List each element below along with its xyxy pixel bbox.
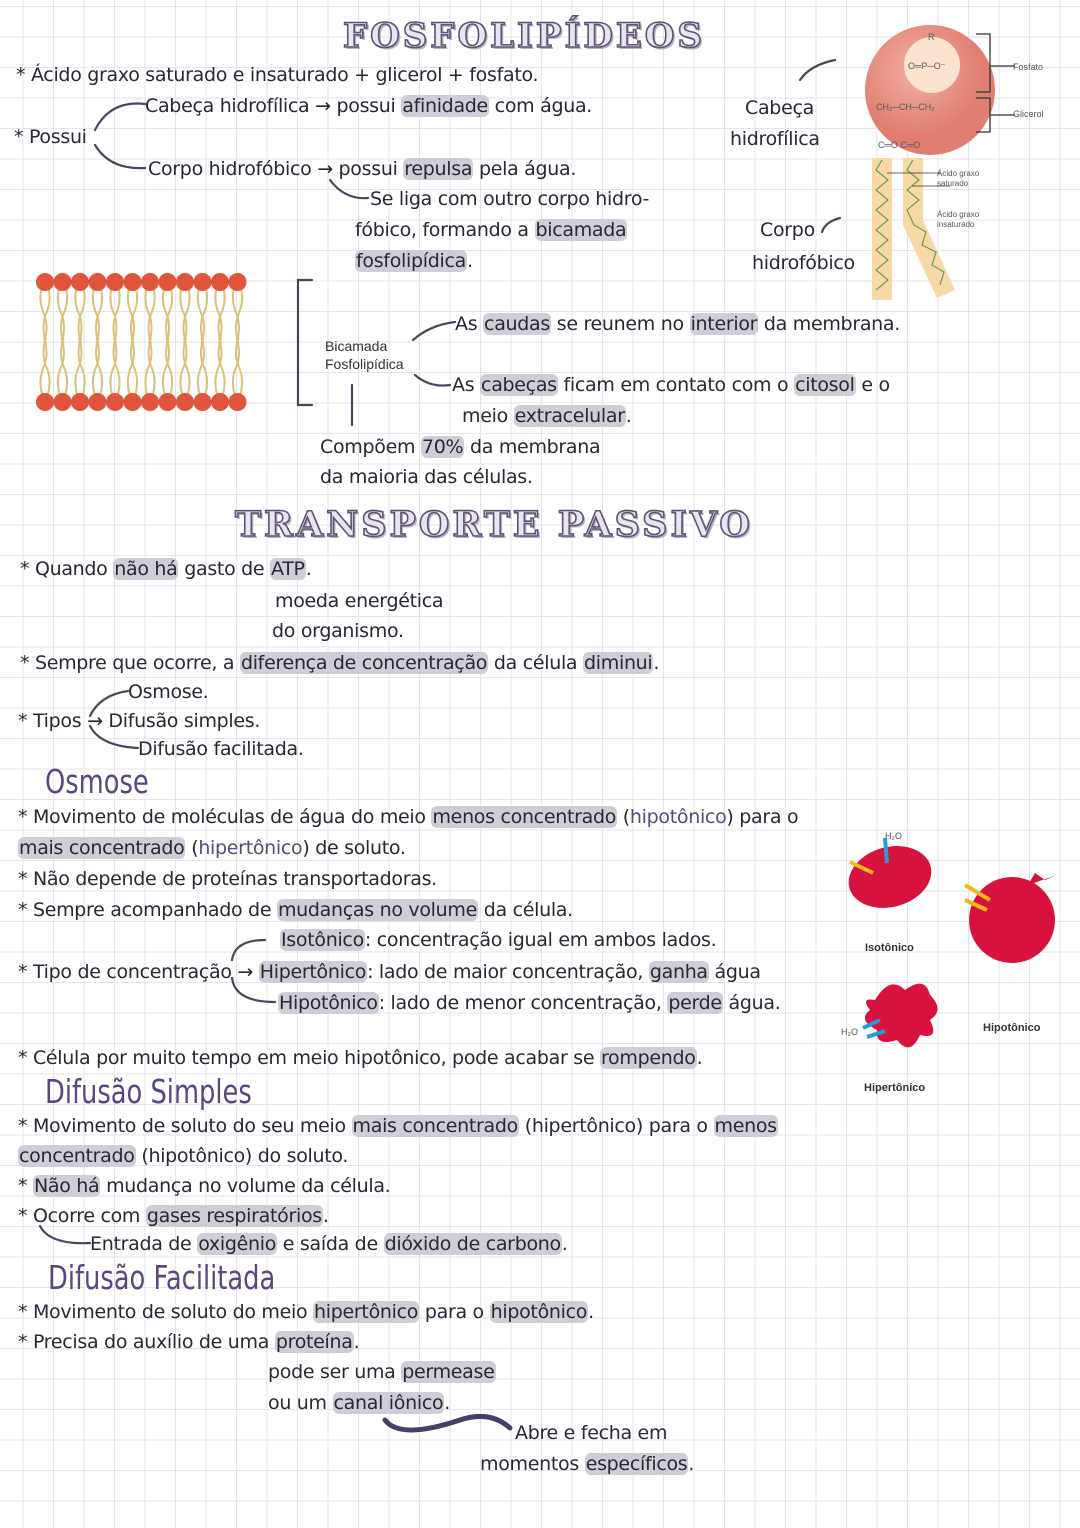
highlighted-text: Hipotônico xyxy=(279,992,378,1014)
highlighted-text: perde xyxy=(668,992,722,1014)
text: . xyxy=(588,1301,594,1323)
text: da membrana xyxy=(464,436,601,458)
formula-r: R xyxy=(928,32,935,42)
text: ficam em contato com o xyxy=(557,374,795,396)
text: água xyxy=(708,961,761,983)
text: mudança no volume da célula. xyxy=(100,1175,391,1197)
text: . xyxy=(322,1205,329,1227)
lipid-head xyxy=(106,273,124,291)
lipid-head xyxy=(176,393,194,411)
text: * Possui xyxy=(14,126,87,148)
text: da célula. xyxy=(477,899,573,921)
text: As xyxy=(455,313,484,335)
highlighted-text: interior xyxy=(690,313,758,335)
text: * Célula por muito tempo em meio hipotônico, pode acabar se xyxy=(18,1047,600,1069)
text: moeda energética xyxy=(275,590,444,612)
text: * Tipos → Difusão simples. xyxy=(18,710,261,732)
highlighted-text: repulsa xyxy=(404,158,473,180)
lipid-head xyxy=(194,393,212,411)
text: * xyxy=(18,1175,33,1197)
text: . xyxy=(653,652,660,674)
text: Abre e fecha em xyxy=(515,1422,668,1444)
lipid-head xyxy=(71,273,89,291)
text: meio xyxy=(462,405,514,427)
highlighted-text: fosfolipídica xyxy=(356,250,466,272)
text: para o xyxy=(419,1301,490,1323)
text: * Movimento de soluto do meio xyxy=(18,1301,314,1323)
text: Cabeça hidrofílica → possui xyxy=(145,95,402,117)
highlighted-text: mudanças no volume xyxy=(277,899,477,921)
highlighted-text: permease xyxy=(402,1361,495,1383)
lipid-head xyxy=(211,273,229,291)
highlighted-text: cabeças xyxy=(481,374,557,396)
heading-osmose: Osmose xyxy=(45,762,149,801)
text: . xyxy=(688,1453,695,1475)
lipid-head xyxy=(229,273,247,291)
text: * Precisa do auxílio de uma xyxy=(18,1331,275,1353)
highlighted-text: Não há xyxy=(33,1175,100,1197)
label-hipertonico: Hipertônico xyxy=(864,1082,926,1094)
phospholipid-illustration xyxy=(840,20,1080,300)
text: * Movimento de moléculas de água do meio xyxy=(18,806,432,828)
text: * Não depende de proteínas transportadoras. xyxy=(18,868,437,890)
lipid-head xyxy=(141,393,159,411)
text: * Tipo de concentração → xyxy=(18,961,259,983)
title-transporte-passivo: TRANSPORTE PASSIVO xyxy=(235,504,753,545)
lipid-head xyxy=(106,393,124,411)
text: * Ácido graxo saturado e insaturado + glicerol + fosfato. xyxy=(16,64,539,86)
label-fosfato: Fosfato xyxy=(1013,62,1044,72)
highlighted-text: hipotônico xyxy=(490,1301,588,1323)
accent-text: hipotônico xyxy=(629,806,727,828)
label-glicerol: Glicerol xyxy=(1013,109,1044,119)
highlighted-text: afinidade xyxy=(402,95,488,117)
heading-difusao-facilitada: Difusão Facilitada xyxy=(48,1258,276,1297)
text: * Sempre que ocorre, a xyxy=(20,652,240,674)
text: . xyxy=(561,1233,568,1255)
highlighted-text: oxigênio xyxy=(198,1233,277,1255)
text: fóbico, formando a xyxy=(355,219,535,241)
highlighted-text: citosol xyxy=(795,374,855,396)
text: ( xyxy=(617,806,630,828)
hypotonic-cell xyxy=(969,877,1055,963)
text: As xyxy=(452,374,481,396)
lipid-head xyxy=(141,273,159,291)
bilayer-illustration xyxy=(33,264,258,419)
formula-carbonyl: C═O C═O xyxy=(878,140,921,150)
highlighted-text: diferença de concentração xyxy=(240,652,488,674)
text: Corpo hidrofóbico → possui xyxy=(148,158,404,180)
hypertonic-cell xyxy=(865,984,938,1048)
text: Osmose. xyxy=(128,681,209,703)
highlighted-text: ganha xyxy=(649,961,708,983)
lipid-head xyxy=(89,273,107,291)
text: : lado de maior concentração, xyxy=(367,961,649,983)
highlighted-text: específicos xyxy=(585,1453,688,1475)
text: da membrana. xyxy=(758,313,901,335)
bilayer-label-2: Fosfolipídica xyxy=(325,356,404,372)
highlighted-text: Hipertônico xyxy=(259,961,367,983)
lipid-head xyxy=(54,393,72,411)
highlighted-text: menos xyxy=(714,1115,777,1137)
highlighted-text: não há xyxy=(114,558,178,580)
highlighted-text: canal iônico xyxy=(333,1392,444,1414)
lipid-head xyxy=(159,273,177,291)
text: se reunem no xyxy=(550,313,690,335)
highlighted-text: rompendo xyxy=(600,1047,696,1069)
text: (hipotônico) do soluto. xyxy=(135,1145,349,1167)
label-insaturado-2: insaturado xyxy=(937,220,975,229)
formula-glycerol: CH₂─CH─CH₂ xyxy=(876,102,935,112)
title-fosfolipideos: FOSFOLIPÍDEOS xyxy=(343,16,705,56)
text: e o xyxy=(855,374,890,396)
label-hipotonico: Hipotônico xyxy=(983,1022,1041,1034)
highlighted-text: mais concentrado xyxy=(352,1115,518,1137)
water-label: H₂O xyxy=(841,1027,858,1037)
highlighted-text: Isotônico xyxy=(281,929,364,951)
text: : lado de menor concentração, xyxy=(378,992,668,1014)
highlighted-text: bicamada xyxy=(535,219,627,241)
text: * Movimento de soluto do seu meio xyxy=(18,1115,352,1137)
text: Difusão facilitada. xyxy=(138,738,304,760)
highlighted-text: proteína xyxy=(275,1331,353,1353)
highlighted-text: ATP xyxy=(271,558,305,580)
isotonic-cell xyxy=(842,837,939,917)
text: (hipertônico) para o xyxy=(518,1115,714,1137)
label-isotonico: Isotônico xyxy=(865,942,914,954)
lipid-head xyxy=(211,393,229,411)
text: . xyxy=(444,1392,451,1414)
text: momentos xyxy=(480,1453,585,1475)
text: Compõem xyxy=(320,436,421,458)
text: Entrada de xyxy=(90,1233,198,1255)
lipid-head xyxy=(176,273,194,291)
text: pode ser uma xyxy=(268,1361,402,1383)
lipid-head xyxy=(54,273,72,291)
highlighted-text: dióxido de carbono xyxy=(384,1233,561,1255)
lipid-head xyxy=(89,393,107,411)
text: . xyxy=(305,558,312,580)
water-label: H₂O xyxy=(885,831,902,841)
text: * Quando xyxy=(20,558,114,580)
highlighted-text: 70% xyxy=(421,436,464,458)
text: da célula xyxy=(488,652,584,674)
text: hidrofóbico xyxy=(752,252,855,274)
highlighted-text: caudas xyxy=(484,313,550,335)
lipid-head xyxy=(124,273,142,291)
text: Cabeça xyxy=(745,97,814,119)
highlighted-text: menos concentrado xyxy=(432,806,617,828)
text: hidrofílica xyxy=(730,128,820,150)
formula-phosphate: O═P─O⁻ xyxy=(908,61,946,71)
lipid-head xyxy=(229,393,247,411)
text: . xyxy=(353,1331,360,1353)
text: . xyxy=(466,250,473,272)
text: Se liga com outro corpo hidro- xyxy=(370,188,650,210)
lipid-head xyxy=(194,273,212,291)
text: da maioria das células. xyxy=(320,466,533,488)
text: Corpo xyxy=(760,219,815,241)
highlighted-text: concentrado xyxy=(19,1145,135,1167)
text: água. xyxy=(722,992,781,1014)
text: do organismo. xyxy=(272,620,404,642)
text: : concentração igual em ambos lados. xyxy=(364,929,717,951)
highlighted-text: extracelular xyxy=(514,405,625,427)
label-saturado-1: Ácido graxo xyxy=(937,169,980,178)
lipid-head xyxy=(159,393,177,411)
lipid-head xyxy=(36,273,54,291)
text: * Ocorre com xyxy=(18,1205,146,1227)
text: gasto de xyxy=(178,558,271,580)
text: ou um xyxy=(268,1392,333,1414)
accent-text: hipertônico xyxy=(198,837,303,859)
highlighted-text: diminui xyxy=(584,652,653,674)
phospholipid-diagram xyxy=(840,20,1080,300)
highlighted-text: gases respiratórios xyxy=(146,1205,322,1227)
text: ) para o xyxy=(726,806,799,828)
text: . xyxy=(696,1047,703,1069)
text: com água. xyxy=(488,95,593,117)
bilayer-label-1: Bicamada xyxy=(325,338,388,354)
lipid-head xyxy=(36,393,54,411)
heading-difusao-simples: Difusão Simples xyxy=(45,1072,252,1111)
text: pela água. xyxy=(473,158,577,180)
highlighted-text: mais concentrado xyxy=(19,837,185,859)
label-insaturado-1: Ácido graxo xyxy=(937,210,980,219)
lipid-head xyxy=(124,393,142,411)
text: * Sempre acompanhado de xyxy=(18,899,277,921)
text: ) de soluto. xyxy=(302,837,406,859)
text: ( xyxy=(185,837,199,859)
text: e saída de xyxy=(277,1233,384,1255)
text: . xyxy=(625,405,632,427)
label-saturado-2: saturado xyxy=(937,179,969,188)
lipid-head xyxy=(71,393,89,411)
highlighted-text: hipertônico xyxy=(314,1301,419,1323)
